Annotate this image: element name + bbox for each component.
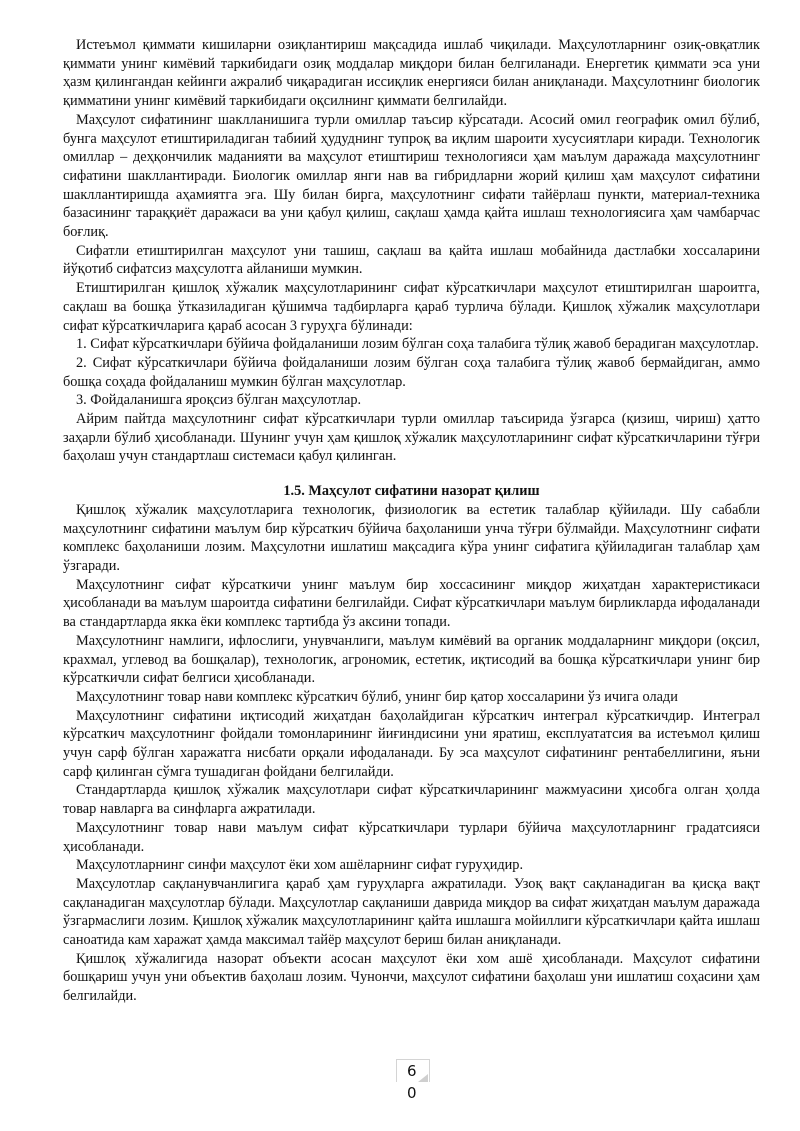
paragraph-single-indicators: Маҳсулотнинг намлиги, ифлослиги, унувчанлиги, маълум кимёвий ва органик моддаларнинг миқдори (оқсил, крахмал, углевод ва бошқалар), технологик, агрономик, естетик, иқтисодий ва бошқа кўрсаткичлари унинг бир кўрсаткичли сифат белгиси ҳисобланади. — [63, 632, 760, 687]
paragraph-class-definition: Маҳсулотларнинг синфи маҳсулот ёки хом ашёларнинг сифат гуруҳидир. — [76, 857, 524, 874]
page-curl-icon — [418, 1074, 428, 1082]
document-page — [63, 36, 760, 1006]
page-number — [396, 1059, 430, 1105]
page-number-line1: 6 — [407, 1062, 417, 1080]
paragraph-consumer-value: Истеъмол қиммати кишиларни озиқлантириш мақсадида ишлаб чиқилади. Маҳсулотларнинг озиқ-овқатлик қиммати унинг кимёвий таркибидаги озиқ моддалар миқдори билан белгиланади. Енергетик қиммати эса уни ҳазм қилингандан кейинги ажралиб чиқарадиган иссиқлик енергияси билан аниқланади. Маҳсулотнинг биологик қимматини унинг кимёвий таркибидаги оқсилнинг қиммати белгилайди. — [63, 37, 760, 110]
paragraph-integral-indicator: Маҳсулотнинг сифатини иқтисодий жиҳатдан баҳолайдиган кўрсаткич интеграл кўрсаткичдир. Интеграл кўрсаткич маҳсулотнинг фойдали томонларининг йиғиндисини уни яратиш, експлуататсия ва истеъмол қилиш учун сарф бўлган харажатга нисбати орқали ифодаланади. Бу эса маҳсулот сифатининг рентабеллигини, яъни сарф қилинган сўмга тушадиган фойдани белгилайди. — [63, 707, 760, 780]
section-heading: 1.5. Маҳсулот сифатини назорат қилиш — [283, 483, 540, 500]
list-item-group-2: 2. Сифат кўрсаткичлари бўйича фойдаланиши лозим бўлган соҳа талабига тўлиқ жавоб бермайдиган, аммо бошқа соҳада фойдаланиш мумкин бўлган маҳсулотлар. — [63, 354, 760, 390]
paragraph-three-groups: Етиштирилган қишлоқ хўжалик маҳсулотларининг сифат кўрсаткичлари маҳсулот етиштирилган шароитга, сақлаш ва бошқа ўтказиладиган қўшимча тадбирларга қараб турлича бўлади. Қишлоқ хўжалик маҳсулотлари сифат кўрсаткичларига қараб асосан 3 гуруҳга бўлинади: — [63, 280, 760, 334]
list-item-group-3: 3. Фойдаланишга яроқсиз бўлган маҳсулотлар. — [76, 392, 362, 409]
paragraph-standardization: Айрим пайтда маҳсулотнинг сифат кўрсаткичлари турли омиллар таъсирида ўзгарса (қизиш, чириш) ҳатто заҳарли бўлиб ҳисобланади. Шунинг учун ҳам қишлоқ хўжалик маҳсулотларининг сифат кўрсаткичларини тўғри баҳолаш учун стандартлаш системаси қабул қилинган. — [63, 411, 760, 465]
paragraph-requirements: Қишлоқ хўжалик маҳсулотларига технологик, физиологик ва естетик талаблар қўйилади. Шу сабабли маҳсулотнинг сифатини маълум бир кўрсаткич бўйича баҳоланиши унча тўғри бўлмайди. Маҳсулотнинг сифати комплекс баҳоланиши лозим. Маҳсулотни ишлатиш мақсадига кўра унинг сифатига қўйиладиган талаблар ҳам ўзгаради. — [63, 501, 760, 574]
paragraph-quality-loss: Сифатли етиштирилган маҳсулот уни ташиш, сақлаш ва қайта ишлаш мобайнида дастлабки хоссаларини йўқотиб сифатсиз маҳсулотга айланиши мумкин. — [63, 242, 760, 278]
paragraph-commodity-grade: Маҳсулотнинг товар нави комплекс кўрсаткич бўлиб, унинг бир қатор хоссаларини ўз ичига олади — [76, 688, 678, 705]
page-number-line2: 0 — [407, 1084, 417, 1102]
paragraph-grades-classes: Стандартларда қишлоқ хўжалик маҳсулотлари сифат кўрсаткичларининг мажмуасини ҳисобга олган ҳолда товар навларга ва синфларга ажратилади. — [63, 782, 760, 818]
paragraph-storability: Маҳсулотлар сақланувчанлигига қараб ҳам гуруҳларга ажратилади. Узоқ вақт сақланадиган ва қисқа вақт сақланадиган маҳсулотлар бўлади. Маҳсулотлар сақланиши даврида миқдор ва сифат жиҳатдан маълум даражада ўзгармаслиги лозим. Қишлоқ хўжалик маҳсулотларининг қайта ишлашга мойиллиги кўрсаткичлари қайта ишлаш саноатида кам харажат ҳамда максимал тайёр маҳсулот бериш билан аниқланади. — [63, 875, 760, 949]
list-item-group-1: 1. Сифат кўрсаткичлари бўйича фойдаланиши лозим бўлган соҳа талабига тўлиқ жавоб берадиган маҳсулотлар. — [76, 336, 759, 353]
paragraph-control-object: Қишлоқ хўжалигида назорат объекти асосан маҳсулот ёки хом ашё ҳисобланади. Маҳсулот сифатини бошқариш учун уни объектив баҳолаш лозим. Чунончи, маҳсулот сифатини баҳолаш уни ишлатиш соҳасини ҳам белгилайди. — [63, 950, 760, 1005]
paragraph-quality-factors: Маҳсулот сифатининг шаклланишига турли омиллар таъсир кўрсатади. Асосий омил географик омил бўлиб, бунга маҳсулот етиштириладиган табиий ҳудуднинг тупроқ ва иқлим шароити хусусиятлари киради. Технологик омиллар – деҳқончилик маданияти ва маҳсулот етиштириш технологияси ҳам маълум даражада маҳсулотнинг сифатини шакллантиради. Биологик омиллар янги нав ва гибридларни жорий қилиш ҳам маҳсулот сифатини шакллантиришда аҳамиятга эга. Шу билан бирга, маҳсулотнинг сифати тайёрлаш пункти, материал-техника базасининг тараққиёт даражаси ва уни қабул қилиш, сақлаш ҳамда қайта ишлаш технологиясига ҳам чамбарчас боғлиқ. — [63, 111, 760, 241]
paragraph-quality-indicator: Маҳсулотнинг сифат кўрсаткичи унинг маълум бир хоссасининг миқдор жиҳатдан характеристикаси ҳисобланади ва маълум шароитда сифатини белгилайди. Сифат кўрсаткичлари маълум бирликларда ифодаланади ва стандартларда якка ёки комплекс тартибда ўз аксини топади. — [63, 576, 760, 631]
paragraph-grade-definition: Маҳсулотнинг товар нави маълум сифат кўрсаткичлари турлари бўйича маҳсулотларнинг градатсияси ҳисобланади. — [63, 819, 760, 855]
